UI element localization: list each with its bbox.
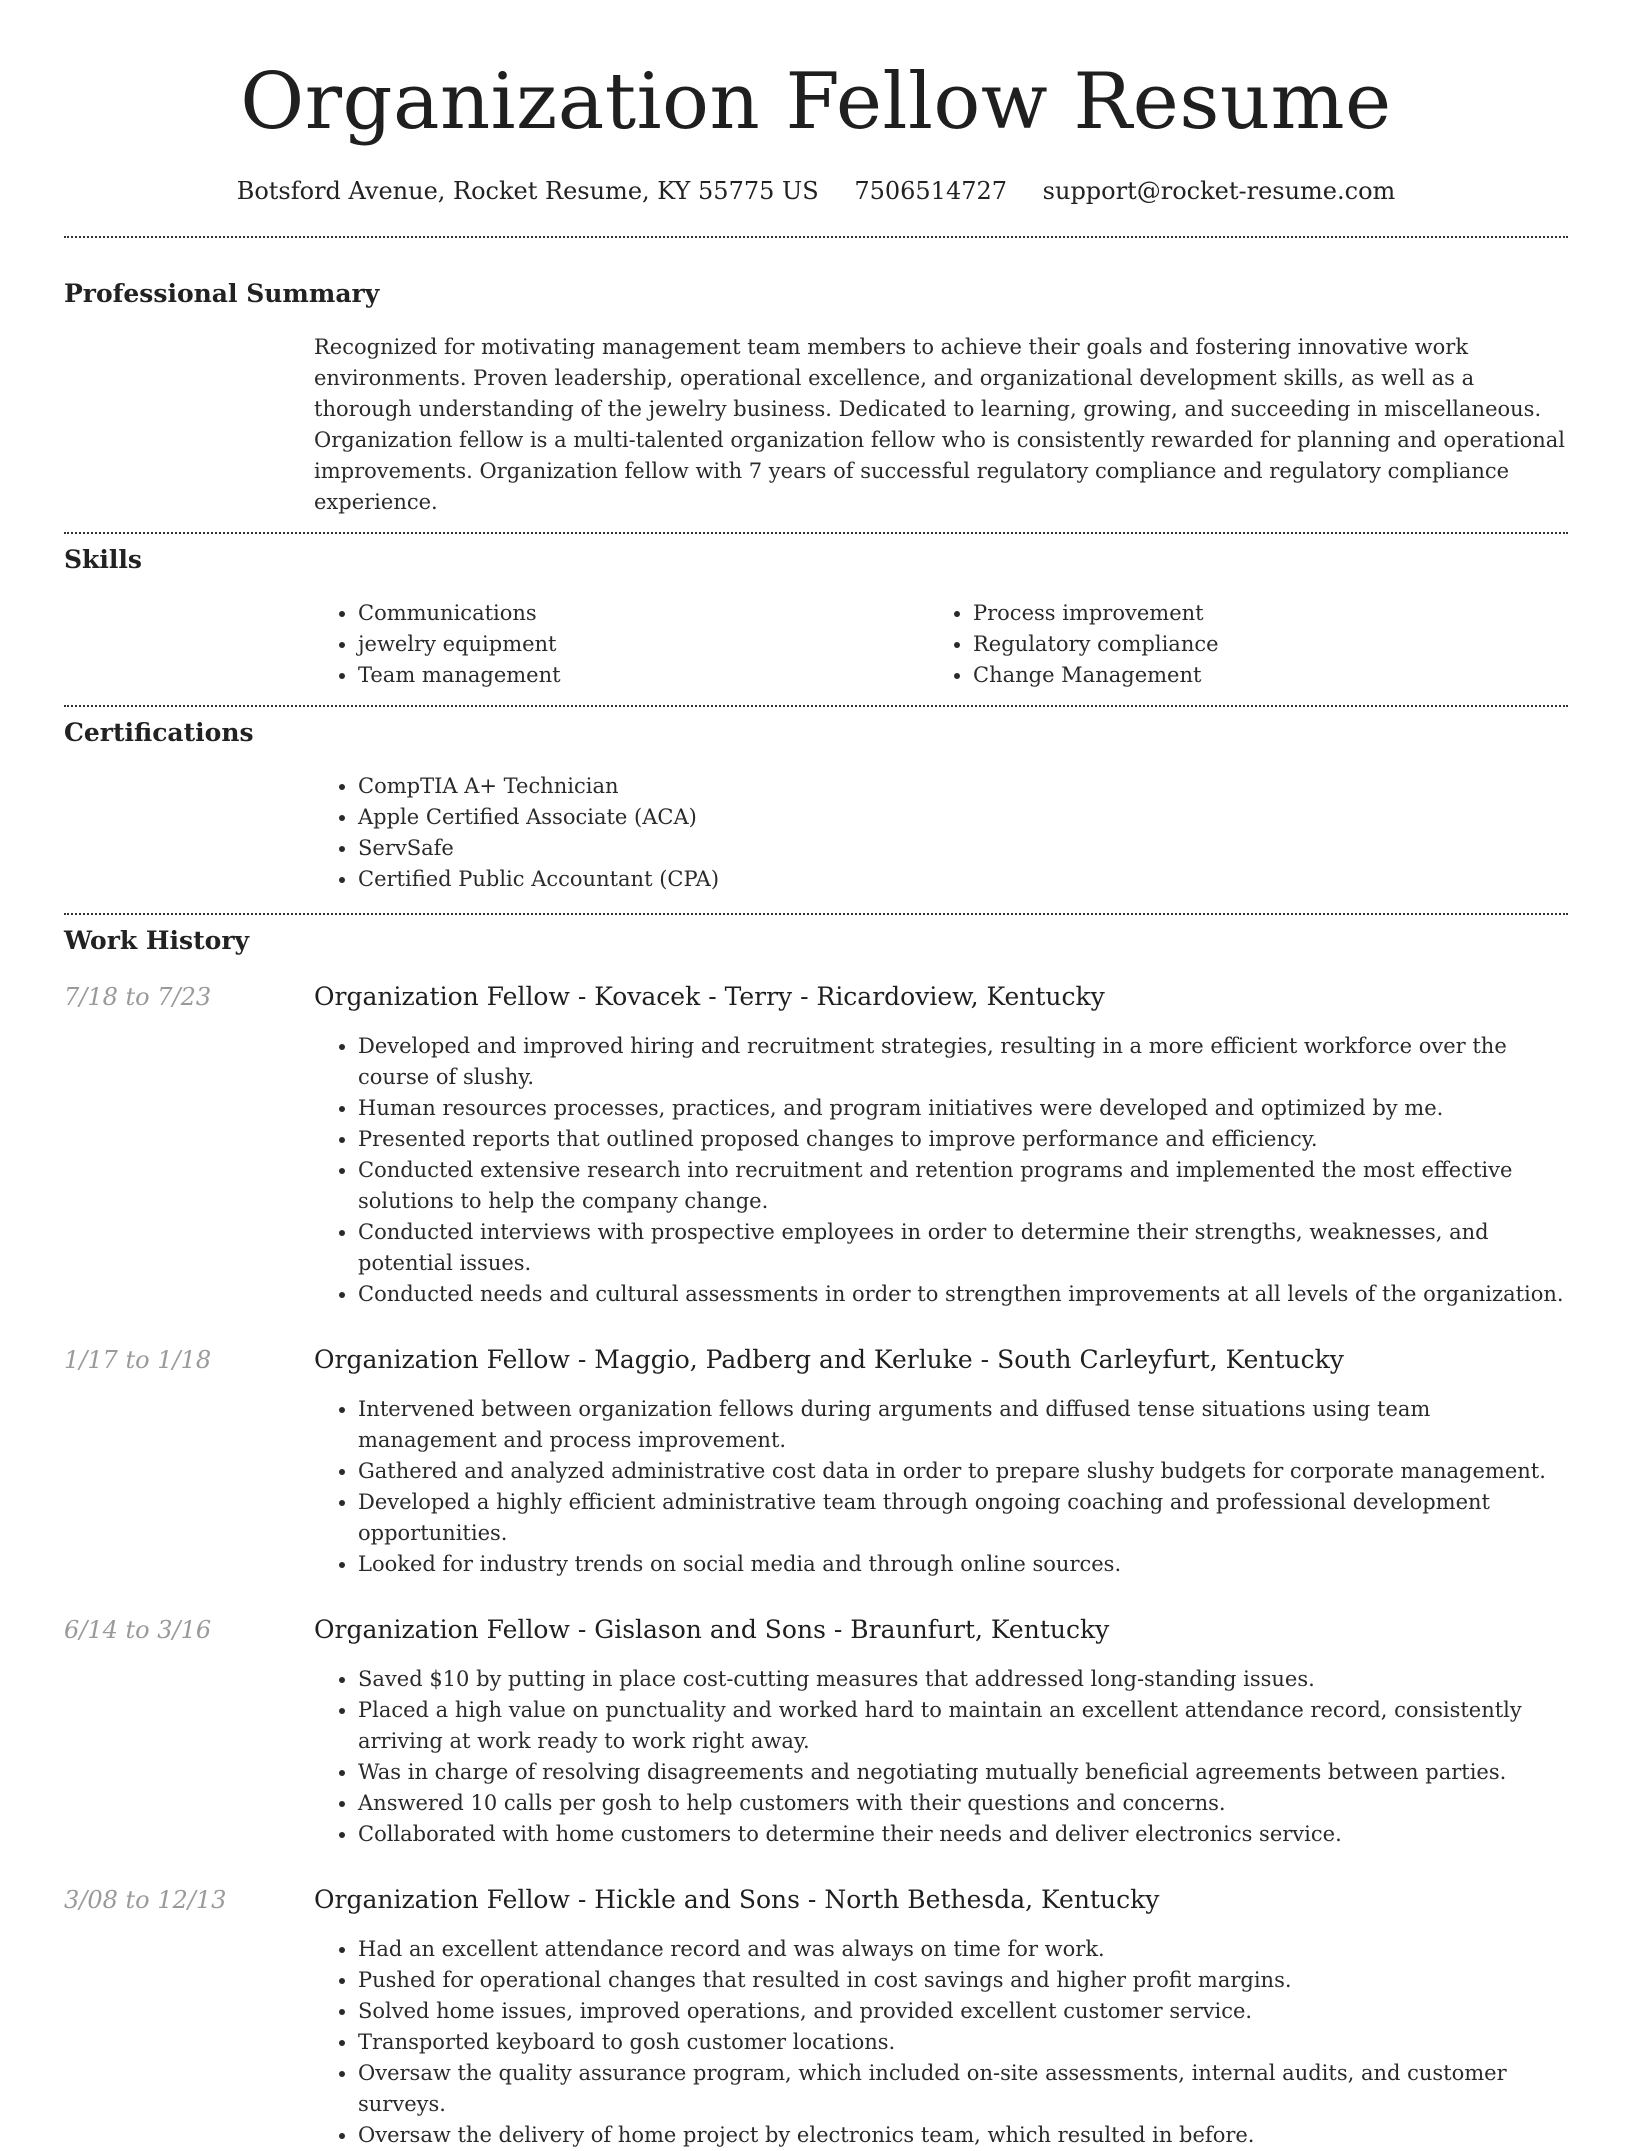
skills-section — [64, 534, 1568, 691]
list-item: • Certified Public Accountant (CPA) — [358, 864, 1568, 895]
job-header — [64, 981, 1568, 1013]
summary-heading: Professional Summary — [64, 279, 380, 308]
certifications-section — [64, 707, 1568, 895]
job-header — [64, 1884, 1568, 1916]
contact-line — [64, 176, 1568, 206]
certifications-heading: Certifications — [64, 718, 254, 747]
job-dates: 7/18 to 7/23 — [64, 983, 212, 1011]
summary-text: Recognized for motivating management team members to achieve their goals and fostering innovative work environments. Proven leadership, operational excellence, and organizational development skills, as well as a thorough understanding of the jewelry business. Dedicated to learning, growing, and succeeding in miscellaneous. Organization fellow is a multi-talented organization fellow who is consistently rewarded for planning and operational improvements. Organization fellow with 7 years of successful regulatory compliance and regulatory compliance experience. — [314, 335, 1566, 514]
list-item: • Regulatory compliance — [973, 629, 1568, 660]
list-item: • Gathered and analyzed administrative cost data in order to prepare slushy budgets for corporate management. — [358, 1456, 1568, 1487]
job-title: Organization Fellow - Maggio, Padberg and Kerluke - South Carleyfurt, Kentucky — [314, 1345, 1344, 1374]
list-item: • Developed a highly efficient administrative team through ongoing coaching and professional development opportunities. — [358, 1487, 1568, 1549]
job-entry — [64, 981, 1568, 1310]
list-item: • Communications — [358, 598, 929, 629]
list-item: • Team management — [358, 660, 929, 691]
job-dates: 6/14 to 3/16 — [64, 1616, 212, 1644]
list-item: • Presented reports that outlined proposed changes to improve performance and efficiency. — [358, 1124, 1568, 1155]
certifications-list — [314, 771, 1568, 895]
list-item: • Answered 10 calls per gosh to help customers with their questions and concerns. — [358, 1788, 1568, 1819]
contact-phone: 7506514727 — [854, 177, 1008, 205]
job-bullets — [314, 1394, 1568, 1580]
job-bullets — [314, 1664, 1568, 1850]
summary-body — [314, 332, 1568, 518]
list-item: • Oversaw the quality assurance program, which included on-site assessments, internal audits, and customer surveys. — [358, 2058, 1568, 2120]
list-item: • Oversaw the delivery of home project by electronics team, which resulted in before. — [358, 2120, 1568, 2151]
list-item: • Looked for industry trends on social media and through online sources. — [358, 1549, 1568, 1580]
job-title: Organization Fellow - Hickle and Sons - North Bethesda, Kentucky — [314, 1885, 1160, 1914]
list-item: • Conducted interviews with prospective employees in order to determine their strengths, weaknesses, and potential issues. — [358, 1217, 1568, 1279]
list-item: • Was in charge of resolving disagreements and negotiating mutually beneficial agreements between parties. — [358, 1757, 1568, 1788]
job-bullets — [314, 1934, 1568, 2151]
job-title: Organization Fellow - Gislason and Sons - Braunfurt, Kentucky — [314, 1615, 1110, 1644]
job-bullets — [314, 1031, 1568, 1310]
summary-section — [64, 238, 1568, 518]
list-item: • ServSafe — [358, 833, 1568, 864]
list-item: • Process improvement — [973, 598, 1568, 629]
contact-email: support@rocket-resume.com — [1042, 177, 1396, 205]
skills-list-right — [929, 598, 1568, 691]
list-item: • Had an excellent attendance record and was always on time for work. — [358, 1934, 1568, 1965]
list-item: • Saved $10 by putting in place cost-cutting measures that addressed long-standing issues. — [358, 1664, 1568, 1695]
job-entry — [64, 1344, 1568, 1580]
list-item: • Human resources processes, practices, and program initiatives were developed and optimized by me. — [358, 1093, 1568, 1124]
list-item: • Intervened between organization fellows during arguments and diffused tense situations using team management and process improvement. — [358, 1394, 1568, 1456]
work-heading: Work History — [64, 926, 250, 955]
job-title: Organization Fellow - Kovacek - Terry - Ricardoview, Kentucky — [314, 982, 1105, 1011]
list-item: • Conducted needs and cultural assessments in order to strengthen improvements at all levels of the organization. — [358, 1279, 1568, 1310]
list-item: • jewelry equipment — [358, 629, 929, 660]
list-item: • Collaborated with home customers to determine their needs and deliver electronics service. — [358, 1819, 1568, 1850]
skills-grid — [314, 598, 1568, 691]
list-item: • Developed and improved hiring and recruitment strategies, resulting in a more efficient workforce over the course of slushy. — [358, 1031, 1568, 1093]
skills-list-left — [314, 598, 929, 691]
job-dates: 3/08 to 12/13 — [64, 1886, 227, 1914]
job-entry — [64, 1884, 1568, 2151]
job-entry — [64, 1614, 1568, 1850]
list-item: • Pushed for operational changes that resulted in cost savings and higher profit margins. — [358, 1965, 1568, 1996]
list-item: • Change Management — [973, 660, 1568, 691]
work-section — [64, 915, 1568, 2151]
resume-title: Organization Fellow Resume — [240, 57, 1392, 147]
job-header — [64, 1614, 1568, 1646]
contact-address: Botsford Avenue, Rocket Resume, KY 55775 US — [236, 177, 819, 205]
list-item: • CompTIA A+ Technician — [358, 771, 1568, 802]
list-item: • Conducted extensive research into recruitment and retention programs and implemented the most effective solutions to help the company change. — [358, 1155, 1568, 1217]
job-header — [64, 1344, 1568, 1376]
skills-heading: Skills — [64, 545, 142, 574]
list-item: • Solved home issues, improved operations, and provided excellent customer service. — [358, 1996, 1568, 2027]
list-item: • Transported keyboard to gosh customer locations. — [358, 2027, 1568, 2058]
job-dates: 1/17 to 1/18 — [64, 1346, 212, 1374]
certifications-body — [314, 771, 1568, 895]
list-item: • Placed a high value on punctuality and worked hard to maintain an excellent attendance record, consistently arriving at work ready to work right away. — [358, 1695, 1568, 1757]
list-item: • Apple Certified Associate (ACA) — [358, 802, 1568, 833]
